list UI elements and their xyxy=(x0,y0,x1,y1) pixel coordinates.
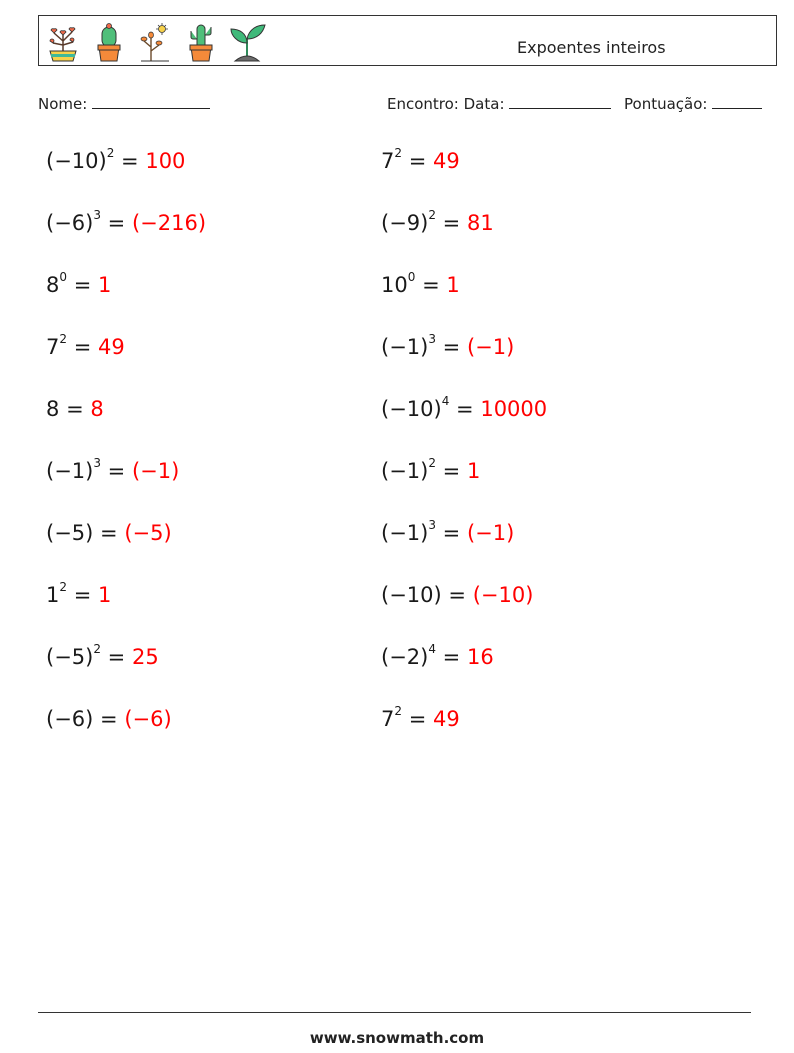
problem-answer: (−1) xyxy=(466,335,515,359)
problem-item xyxy=(381,642,494,669)
cactus-pot-icon xyxy=(181,21,221,63)
problem-exponent: 2 xyxy=(59,580,68,594)
problem-exponent: 2 xyxy=(394,146,403,160)
problem-base: (−6) xyxy=(46,707,94,731)
problem-item xyxy=(46,709,172,730)
problem-answer: 16 xyxy=(466,645,494,669)
footer-url: www.snowmath.com xyxy=(309,1029,485,1047)
equals-sign: = xyxy=(408,149,427,173)
problem-exponent: 0 xyxy=(59,270,68,284)
problem-answer: (−6) xyxy=(124,707,172,731)
flower-sprouts-icon xyxy=(135,21,175,63)
name-blank[interactable] xyxy=(92,94,210,109)
problem-item xyxy=(46,332,125,359)
problem-base: (−1) xyxy=(46,459,94,483)
equals-sign: = xyxy=(73,583,92,607)
problem-item xyxy=(46,399,104,420)
problem-base: (−10) xyxy=(381,583,442,607)
problem-exponent: 2 xyxy=(106,146,115,160)
problem-answer: 81 xyxy=(466,211,494,235)
problem-answer: 25 xyxy=(131,645,159,669)
footer-divider xyxy=(38,1012,751,1013)
equals-sign: = xyxy=(448,583,466,607)
problem-base: 7 xyxy=(46,335,60,359)
score-field xyxy=(624,94,762,113)
flower-pot-icon xyxy=(43,21,83,63)
problem-exponent: 2 xyxy=(394,704,403,718)
equals-sign: = xyxy=(121,149,139,173)
problem-item xyxy=(46,270,112,297)
problem-answer: 49 xyxy=(98,335,125,359)
equals-sign: = xyxy=(107,645,126,669)
problem-base: (−9) xyxy=(381,211,429,235)
problem-base: 8 xyxy=(46,273,60,297)
problem-answer: 1 xyxy=(98,583,112,607)
date-blank[interactable] xyxy=(509,94,611,109)
problem-base: (−2) xyxy=(381,645,429,669)
problem-answer: 8 xyxy=(90,397,104,421)
problem-answer: 1 xyxy=(446,273,460,297)
problem-item xyxy=(381,585,533,606)
meeting-date-label: Encontro: Data: xyxy=(387,95,505,113)
worksheet-title: Expoentes inteiros xyxy=(517,38,666,57)
problem-answer: (−10) xyxy=(472,583,534,607)
equals-sign: = xyxy=(442,521,461,545)
equals-sign: = xyxy=(408,707,427,731)
problem-exponent: 2 xyxy=(428,456,436,470)
problem-item xyxy=(46,456,180,483)
problem-answer: 100 xyxy=(145,149,186,173)
problem-exponent: 3 xyxy=(428,332,436,346)
problem-base: (−6) xyxy=(46,211,94,235)
equals-sign: = xyxy=(100,521,118,545)
problem-answer: (−1) xyxy=(131,459,180,483)
name-label: Nome: xyxy=(38,95,88,113)
problem-answer: 49 xyxy=(433,149,460,173)
problem-answer: (−1) xyxy=(466,521,515,545)
problem-base: 8 xyxy=(46,397,60,421)
problem-answer: (−216) xyxy=(131,211,207,235)
problem-item xyxy=(46,642,159,669)
problem-item xyxy=(381,704,460,731)
problem-exponent: 2 xyxy=(428,208,436,222)
equals-sign: = xyxy=(442,459,461,483)
meeting-date-field xyxy=(387,94,611,113)
problem-base: 1 xyxy=(46,583,60,607)
score-blank[interactable] xyxy=(712,94,762,109)
cactus-pot-icon xyxy=(89,21,129,63)
problem-base: 7 xyxy=(381,707,395,731)
problem-base: (−5) xyxy=(46,521,94,545)
equals-sign: = xyxy=(107,211,126,235)
problem-exponent: 4 xyxy=(428,642,436,656)
problem-exponent: 3 xyxy=(428,518,436,532)
equals-sign: = xyxy=(442,335,461,359)
problem-item xyxy=(46,580,112,607)
problem-item xyxy=(46,523,172,544)
problem-item xyxy=(381,146,460,173)
equals-sign: = xyxy=(107,459,126,483)
problem-answer: 1 xyxy=(466,459,481,483)
problem-item xyxy=(381,332,515,359)
problem-answer: (−5) xyxy=(124,521,172,545)
problem-exponent: 3 xyxy=(93,208,101,222)
problem-base: (−1) xyxy=(381,521,429,545)
equals-sign: = xyxy=(66,397,84,421)
equals-sign: = xyxy=(73,273,92,297)
problem-exponent: 4 xyxy=(441,394,450,408)
equals-sign: = xyxy=(442,211,461,235)
problem-item xyxy=(381,270,460,297)
problem-base: 10 xyxy=(381,273,408,297)
problem-exponent: 3 xyxy=(93,456,101,470)
seedling-icon xyxy=(227,21,267,63)
equals-sign: = xyxy=(442,645,461,669)
name-field xyxy=(38,94,210,113)
problem-base: (−1) xyxy=(381,459,429,483)
problem-exponent: 2 xyxy=(93,642,101,656)
equals-sign: = xyxy=(422,273,440,297)
equals-sign: = xyxy=(100,707,118,731)
equals-sign: = xyxy=(73,335,92,359)
problem-base: 7 xyxy=(381,149,395,173)
problem-item xyxy=(381,456,481,483)
problem-item xyxy=(46,146,186,173)
problem-answer: 49 xyxy=(433,707,460,731)
equals-sign: = xyxy=(456,397,474,421)
problem-answer: 1 xyxy=(98,273,112,297)
problem-item xyxy=(46,208,207,235)
header-icons xyxy=(43,21,267,63)
header-box xyxy=(38,15,777,66)
score-label: Pontuação: xyxy=(624,95,708,113)
problem-item xyxy=(381,394,548,421)
problem-exponent: 2 xyxy=(59,332,68,346)
problem-answer: 10000 xyxy=(480,397,548,421)
problem-exponent: 0 xyxy=(407,270,416,284)
problem-item xyxy=(381,208,494,235)
problem-base: (−10) xyxy=(381,397,442,421)
problem-item xyxy=(381,518,515,545)
problem-base: (−5) xyxy=(46,645,94,669)
problem-base: (−1) xyxy=(381,335,429,359)
problem-base: (−10) xyxy=(46,149,107,173)
